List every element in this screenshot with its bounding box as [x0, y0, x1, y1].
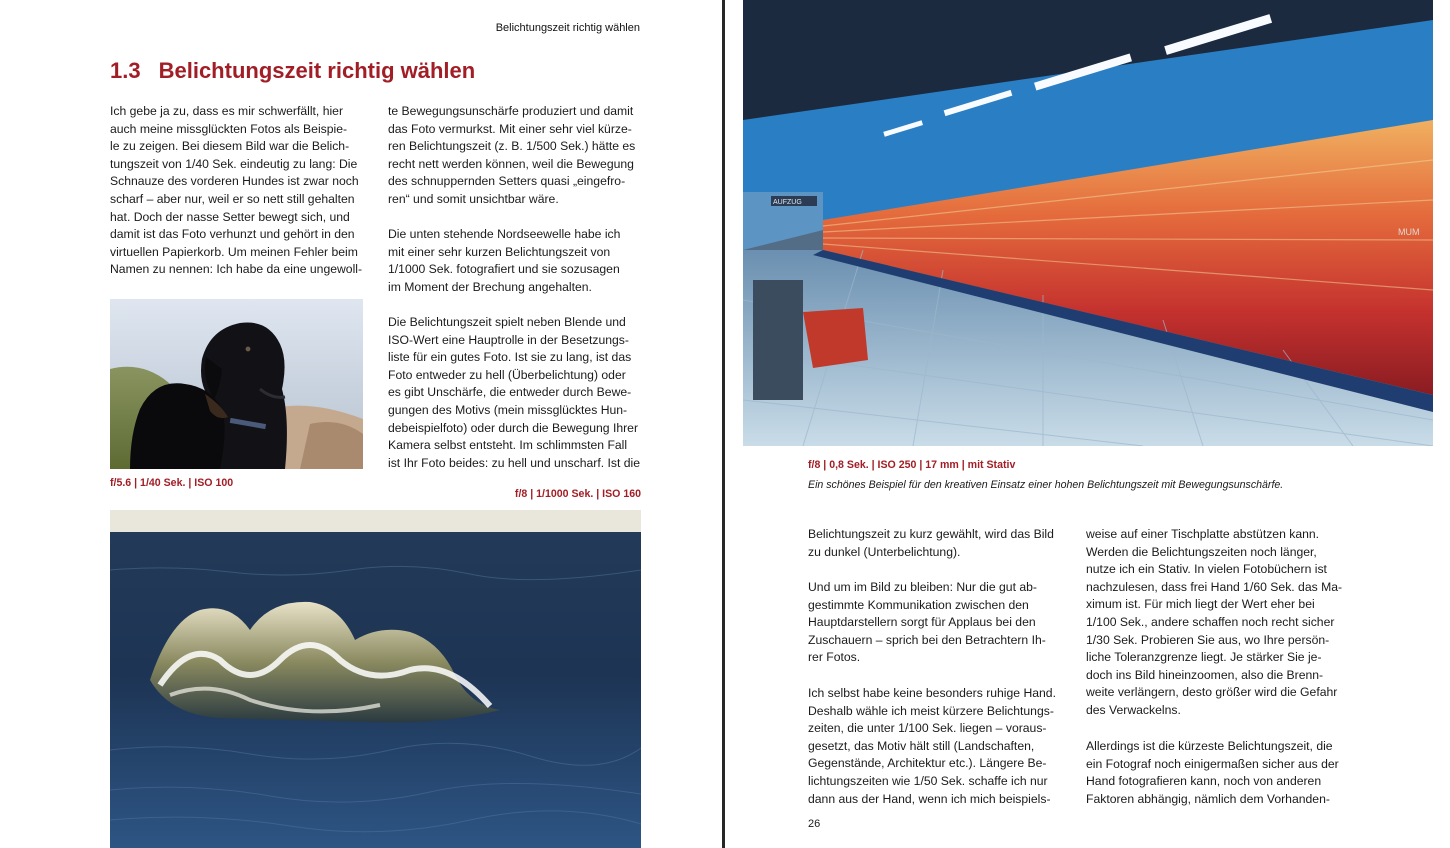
right-col2-paragraph-1: weise auf einer Tischplatte abstützen kann. Werden die Belichtungszeiten noch länger, nutze ich ein Stativ. In vielen Fotobüchern ist nachzulesen, dass frei Hand 1/60 Sek. das Ma- ximum ist. Für mich liegt der Wert eher bei 1/100 Sek., andere schaffen noch recht sicher 1/30 Sek. Probieren Sie aus, wo Ihre persön- liche Toleranzgrenze liegt. Je stärker Sie je- doch ins Bild hineinzoomen, also die Brenn- weite verlängern, desto größer wird die Gefahr des Verwackelns. — [1086, 527, 1343, 717]
dog-photo — [110, 299, 363, 469]
dog-photo-caption: f/5.6 | 1/40 Sek. | ISO 100 — [110, 477, 234, 489]
right-col1-paragraph-1: Belichtungszeit zu kurz gewählt, wird das Bild zu dunkel (Unterbelichtung). — [808, 527, 1054, 559]
left-col2-paragraph-3: Die Belichtungszeit spielt neben Blende und ISO-Wert eine Hauptrolle in der Besetzungs- liste für ein gutes Foto. Ist sie zu lang, ist das Foto entweder zu hell (Überbelichtung) oder es gibt Unschärfe, die entweder durch Bewe- gungen des Motivs (mein missglücktes Hun- debeispielfoto) oder durch die Bewegung Ihrer Kamera selbst entsteht. Im schlimmsten Fall ist Ihr Foto beides: zu hell und unscharf. Ist die — [388, 315, 641, 470]
wave-photo — [110, 510, 641, 848]
train-photo-caption: f/8 | 0,8 Sek. | ISO 250 | 17 mm | mit Stativ — [808, 459, 1016, 471]
running-head: Belichtungszeit richtig wählen — [495, 22, 640, 34]
right-col1-paragraph-3: Ich selbst habe keine besonders ruhige Hand. Deshalb wähle ich meist kürzere Belichtungs- zeiten, die unter 1/100 Sek. liegen – voraus- gesetzt, das Motiv hält still (Landschaften, Gegenstände, Architektur etc.). Längere Be- lichtungszeiten wie 1/50 Sek. schaffe ich nur dann aus der Hand, wenn ich mich beispiels- — [808, 686, 1056, 806]
left-page — [0, 0, 722, 848]
sign-mum: MUM — [1398, 227, 1420, 237]
left-col2-paragraph-2: Die unten stehende Nordseewelle habe ich mit einer sehr kurzen Belichtungszeit von 1/1000 Sek. fotografiert und sie sozusagen im Moment der Brechung angehalten. — [388, 227, 621, 294]
section-title: Belichtungszeit richtig wählen — [158, 58, 476, 83]
left-col2-paragraph-1: te Bewegungsunschärfe produziert und damit das Foto vermurkst. Mit einer sehr viel kürze- ren Belichtungszeit (z. B. 1/500 Sek.) hätte es recht nett werden können, weil die Bewegung des schnuppernden Setters quasi „eingefro- ren“ und somit unsichtbar wäre. — [388, 104, 636, 206]
section-heading — [110, 58, 475, 84]
left-col1-paragraph-1: Ich gebe ja zu, dass es mir schwerfällt, hier auch meine missglückten Fotos als Beispie- le zu zeigen. Bei diesem Bild war die Belich- tungszeit von 1/40 Sek. eindeutig zu lang: Die Schnauze des vorderen Hundes ist zwar noch scharf – aber nur, weil er so nett still gehalten hat. Doch der nasse Setter bewegt sich, und damit ist das Foto verhunzt und gehört in den virtuellen Papierkorb. Um meinen Fehler beim Namen zu nennen: Ich habe da eine ungewoll- — [110, 104, 363, 277]
sign-aufzug: AUFZUG — [773, 199, 802, 206]
right-col2-paragraph-2: Allerdings ist die kürzeste Belichtungszeit, die ein Fotograf noch einigermaßen sicher aus der Hand fotografieren kann, noch von anderen Faktoren abhängig, nämlich dem Vorhanden- — [1086, 739, 1339, 806]
train-photo — [743, 0, 1433, 446]
train-photo-description: Ein schönes Beispiel für den kreativen Einsatz einer hohen Belichtungszeit mit Bewegungsunschärfe. — [808, 479, 1284, 491]
section-number: 1.3 — [110, 58, 141, 83]
right-col1-paragraph-2: Und um im Bild zu bleiben: Nur die gut ab- gestimmte Kommunikation zwischen den Hauptdarstellern sorgt für Applaus bei den Zuschauern – sprich bei den Betrachtern Ih- rer Fotos. — [808, 580, 1046, 665]
page-number: 26 — [808, 818, 821, 830]
wave-photo-caption: f/8 | 1/1000 Sek. | ISO 160 — [514, 488, 641, 500]
right-page — [725, 0, 1450, 848]
